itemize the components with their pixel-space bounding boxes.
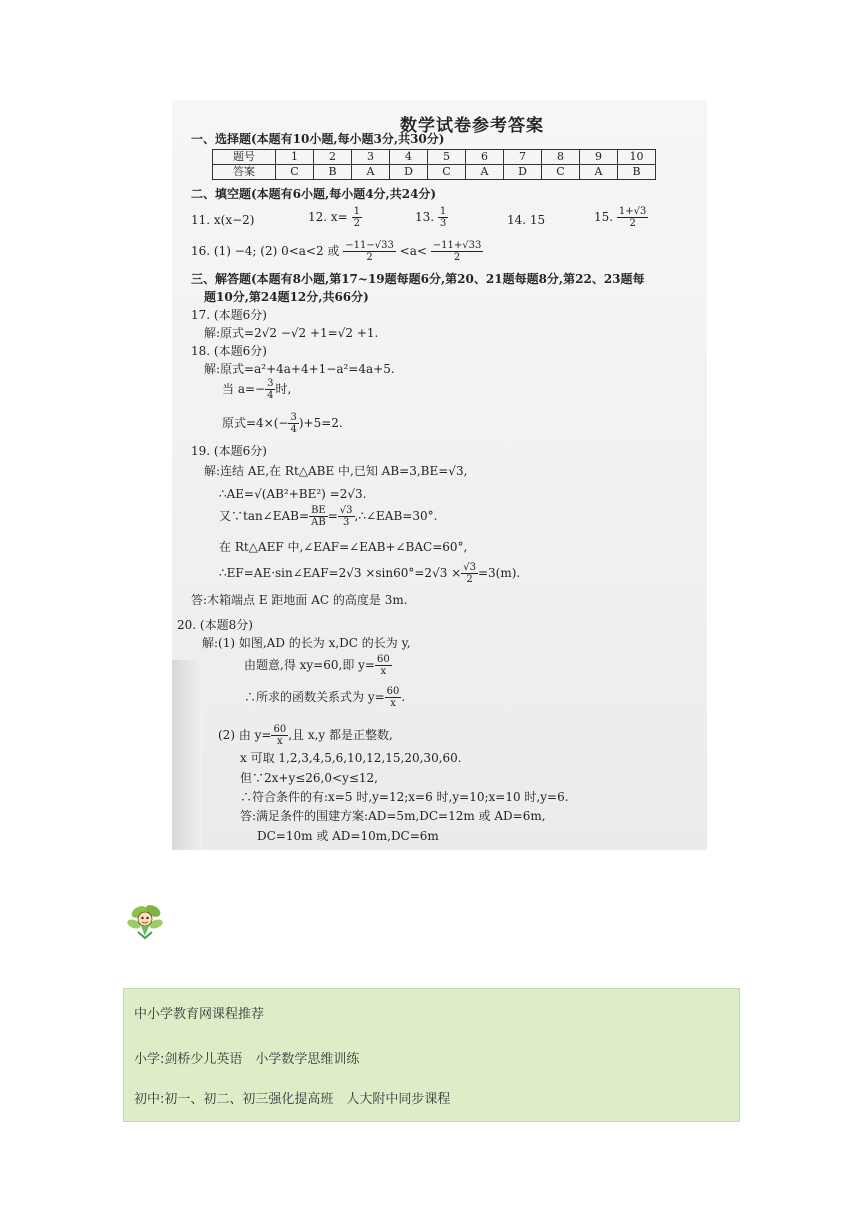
q18-text: 当 a=−: [222, 382, 266, 396]
denominator: AB: [311, 517, 326, 528]
table-cell: 6: [466, 150, 504, 165]
q20-solution-line5: x 可取 1,2,3,4,5,6,10,12,15,20,30,60.: [240, 751, 462, 765]
answer-q11: 11. x(x−2): [191, 213, 255, 227]
page-title: 数学试卷参考答案: [400, 116, 544, 136]
promo-primary-courses[interactable]: 小学:剑桥少儿英语 小学数学思维训练: [134, 1052, 360, 1067]
table-cell: C: [276, 165, 314, 180]
table-row-label: 答案: [213, 165, 276, 180]
mascot-icon: [126, 902, 164, 940]
denominator: x: [380, 666, 387, 677]
q20-fraction: [375, 654, 392, 677]
q16-text: 16. (1) −4; (2) 0<a<2 或: [191, 244, 340, 258]
table-cell: D: [390, 165, 428, 180]
q18-text: )+5=2.: [298, 416, 343, 430]
q18-heading: 18. (本题6分): [191, 344, 267, 358]
table-cell: 4: [390, 150, 428, 165]
q20-text: ∴所求的函数关系式为 y=: [244, 690, 385, 704]
denominator: 2: [466, 574, 473, 585]
table-cell: B: [618, 165, 656, 180]
q19-heading: 19. (本题6分): [191, 444, 267, 458]
denominator: 4: [290, 424, 297, 435]
numerator: 1: [439, 206, 447, 217]
q19-fraction: [338, 505, 355, 528]
q19-fraction: [309, 505, 328, 528]
denominator: 2: [353, 218, 360, 229]
denominator: 3: [342, 517, 350, 528]
q19-solution-line4: 在 Rt△AEF 中,∠EAF=∠EAB+∠BAC=60°,: [219, 540, 468, 554]
q17-solution: 解:原式=2√2 −√2 +1=√2 +1.: [204, 326, 379, 340]
table-cell: D: [504, 165, 542, 180]
q20-solution-line1: 解:(1) 如图,AD 的长为 x,DC 的长为 y,: [202, 636, 411, 650]
table-cell: B: [314, 165, 352, 180]
q18-fraction: [288, 412, 298, 435]
table-cell: 1: [276, 150, 314, 165]
q18-fraction: [265, 378, 275, 401]
table-cell: 8: [542, 150, 580, 165]
q18-solution-line3: [222, 412, 343, 435]
numerator: 3: [267, 378, 274, 389]
q20-heading: 20. (本题8分): [177, 618, 253, 632]
denominator: 2: [366, 252, 373, 263]
q12-fraction: [352, 206, 362, 229]
answer-q16: [191, 240, 483, 263]
q19-solution-line1: 解:连结 AE,在 Rt△ABE 中,已知 AB=3,BE=√3,: [204, 464, 468, 478]
numerator: BE: [311, 505, 326, 516]
answer-q12: [308, 206, 362, 229]
numerator: −11−√33: [345, 240, 394, 251]
table-cell: 5: [428, 150, 466, 165]
q19-solution-line3: [219, 505, 437, 528]
q20-text: (2) 由 y=: [218, 728, 272, 742]
numerator: √3: [339, 505, 353, 516]
numerator: √3: [463, 562, 476, 573]
table-row-label: 题号: [213, 150, 276, 165]
q17-heading: 17. (本题6分): [191, 308, 267, 322]
section1-heading: 一、选择题(本题有10小题,每小题3分,共30分): [191, 132, 445, 146]
answer-q14: 14. 15: [507, 213, 546, 227]
q16-fraction-1: [343, 240, 396, 263]
q13-text: 13.: [415, 210, 435, 224]
q20-text: 由题意,得 xy=60,即 y=: [244, 658, 375, 672]
table-cell: A: [466, 165, 504, 180]
table-row-numbers: [213, 150, 656, 165]
table-cell: 2: [314, 150, 352, 165]
table-cell: 9: [580, 150, 618, 165]
q20-fraction: [385, 686, 402, 709]
table-cell: C: [428, 165, 466, 180]
denominator: 2: [453, 252, 461, 263]
numerator: 60: [273, 724, 287, 735]
numerator: 3: [290, 412, 297, 423]
q19-fraction: [461, 562, 478, 585]
q12-text: 12. x=: [308, 210, 348, 224]
q20-solution-line6: 但∵2x+y≤26,0<y≤12,: [240, 771, 378, 785]
q20-solution-line8: 答:满足条件的围建方案:AD=5m,DC=12m 或 AD=6m,: [240, 809, 546, 823]
numerator: −11+√33: [432, 240, 482, 251]
q20-solution-line7: ∴符合条件的有:x=5 时,y=12;x=6 时,y=10;x=10 时,y=6.: [240, 790, 569, 804]
answer-q13: [415, 206, 448, 229]
section3-heading-line1: 三、解答题(本题有8小题,第17~19题每题6分,第20、21题每题8分,第22、23题每: [191, 272, 645, 286]
q18-text: 原式=4×(−: [222, 416, 289, 430]
table-cell: A: [580, 165, 618, 180]
q18-text: 时,: [275, 382, 292, 396]
q18-solution-line1: 解:原式=a²+4a+4+1−a²=4a+5.: [204, 362, 395, 376]
scan-shadow: [172, 660, 202, 850]
promo-title: 中小学教育网课程推荐: [134, 1007, 265, 1022]
table-cell: 3: [352, 150, 390, 165]
q15-text: 15.: [594, 210, 614, 224]
q15-fraction: [617, 206, 648, 229]
q19-solution-line5: [219, 562, 520, 585]
q20-fraction: [271, 724, 288, 747]
q19-solution-line2: ∴AE=√(AB²+BE²) =2√3.: [219, 487, 367, 501]
answer-q15: [594, 206, 648, 229]
q19-text: ,∴∠EAB=30°.: [354, 509, 438, 523]
table-cell: 7: [504, 150, 542, 165]
q20-text: .: [401, 690, 406, 704]
section2-heading: 二、填空题(本题有6小题,每小题4分,共24分): [191, 187, 437, 201]
promo-junior-courses[interactable]: 初中:初一、初二、初三强化提高班 人大附中同步课程: [134, 1092, 451, 1107]
table-cell: 10: [618, 150, 656, 165]
q16-inequality: <a<: [399, 244, 427, 258]
numerator: 60: [376, 654, 390, 665]
numerator: 1+√3: [618, 206, 647, 217]
q19-text: ∴EF=AE·sin∠EAF=2√3 ×sin60°=2√3 ×: [219, 566, 462, 580]
section3-heading-line2: 题10分,第24题12分,共66分): [204, 290, 369, 304]
table-row-answers: [213, 165, 656, 180]
q19-text: =: [327, 509, 338, 523]
denominator: 2: [629, 218, 636, 229]
table-cell: A: [352, 165, 390, 180]
table-cell: C: [542, 165, 580, 180]
q19-text: =3(m).: [477, 566, 521, 580]
q20-solution-line2: [244, 654, 392, 677]
answer-table: [212, 149, 656, 180]
numerator: 60: [386, 686, 400, 697]
q20-solution-line9: DC=10m 或 AD=10m,DC=6m: [257, 829, 439, 843]
q20-text: ,且 x,y 都是正整数,: [288, 728, 393, 742]
denominator: x: [390, 698, 396, 709]
q18-solution-line2: [222, 378, 291, 401]
course-recommendation-box: [123, 988, 740, 1122]
q20-solution-line3: [244, 686, 405, 709]
q19-text: 又∵tan∠EAB=: [219, 509, 310, 523]
q19-answer: 答:木箱端点 E 距地面 AC 的高度是 3m.: [191, 593, 408, 607]
denominator: x: [277, 736, 283, 747]
numerator: 1: [353, 206, 360, 217]
q20-solution-line4: [218, 724, 393, 747]
q16-fraction-2: [431, 240, 484, 263]
q13-fraction: [438, 206, 448, 229]
denominator: 3: [439, 218, 447, 229]
denominator: 4: [267, 390, 274, 401]
